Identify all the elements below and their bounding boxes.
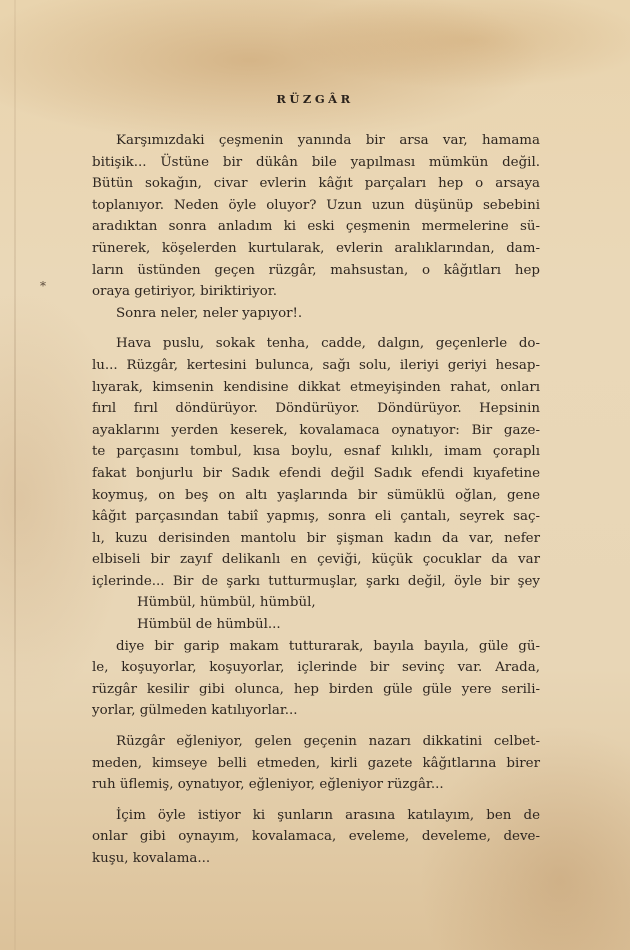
text-line: oraya getiriyor, biriktiriyor.: [92, 284, 277, 300]
text-line: fırıl fırıl döndürüyor. Döndürüyor. Döndürüyor. Hepsinin: [92, 401, 540, 417]
text-line: yorlar, gülmeden katılıyorlar...: [92, 703, 298, 719]
verse-line: Hümbül de hümbül...: [137, 617, 281, 633]
text-line: kuşu, kovalama...: [92, 851, 211, 866]
text-line: içlerinde... Bir de şarkı tutturmuşlar, şarkı değil, öyle bir şey: [92, 573, 540, 589]
paragraph: [92, 805, 540, 870]
text-line: Bütün sokağın, civar evlerin kâğıt parçaları hep o arsaya: [92, 176, 540, 192]
text-line: toplanıyor. Neden öyle oluyor? Uzun uzun düşünüp sebebini: [92, 197, 540, 213]
text-line: rünerek, köşelerden kurtularak, evlerin aralıklarından, dam-: [92, 240, 540, 256]
text-line: Hava puslu, sokak tenha, cadde, dalgın, geçenlerle do-: [116, 336, 540, 352]
text-line: onlar gibi oynayım, kovalamaca, eveleme, develeme, deve-: [92, 829, 540, 845]
text-line: meden, kimseye belli etmeden, kirli gazete kâğıtlarına birer: [92, 755, 540, 771]
margin-mark: *: [40, 279, 46, 293]
text-line: ruh üflemiş, oynatıyor, eğleniyor, eğleniyor rüzgâr...: [92, 777, 444, 793]
text-line: Karşımızdaki çeşmenin yanında bir arsa var, hamama: [116, 133, 540, 148]
text-line: rüzgâr kesilir gibi olunca, hep birden güle güle yere serili-: [92, 681, 540, 697]
text-line: koymuş, on beş on altı yaşlarında bir sümüklü oğlan, gene: [92, 487, 540, 503]
text-line: bitişik... Üstüne bir dükân bile yapılması mümkün değil.: [92, 154, 540, 170]
text-line: İçim öyle istiyor ki şunların arasına katılayım, ben de: [116, 807, 540, 823]
text-line: elbiseli bir zayıf delikanlı en çeviği, küçük çocuklar da var: [92, 552, 540, 568]
verse-block: [92, 592, 540, 635]
paragraph: [92, 731, 540, 796]
text-line: Rüzgâr eğleniyor, gelen geçenin nazarı dikkatini celbet-: [116, 734, 540, 750]
paragraph: [92, 130, 540, 303]
text-line: lıyarak, kimsenin kendisine dikkat etmeyişinden rahat, onları: [92, 379, 540, 395]
chapter-title: RÜZGÂR: [276, 92, 354, 106]
chapter-body: [92, 130, 540, 870]
paragraph: [92, 636, 540, 722]
paragraph: [92, 333, 540, 592]
text-line: lu... Rüzgâr, kertesini bulunca, sağı solu, ileriyi geriyi hesap-: [92, 357, 540, 373]
text-line: lı, kuzu derisinden mantolu bir şişman kadın da var, nefer: [92, 530, 540, 546]
text-line: kâğıt parçasından tabiî yapmış, sonra eli çantalı, seyrek saç-: [92, 509, 540, 525]
text-line: aradıktan sonra anladım ki eski çeşmenin mermelerine sü-: [92, 219, 540, 235]
verse-line: Hümbül, hümbül, hümbül,: [137, 595, 316, 611]
text-line: fakat bonjurlu bir Sadık efendi değil Sadık efendi kıyafetine: [92, 465, 540, 481]
text-line: Sonra neler, neler yapıyor!.: [116, 305, 303, 321]
text-line: le, koşuyorlar, koşuyorlar, içlerinde bir sevinç var. Arada,: [92, 660, 540, 676]
text-line: te parçasını tombul, kısa boylu, esnaf kılıklı, imam çoraplı: [92, 444, 540, 460]
text-line: diye bir garip makam tutturarak, bayıla bayıla, güle gü-: [116, 638, 540, 654]
paragraph: [92, 303, 540, 325]
text-line: ayaklarını yerden keserek, kovalamaca oynatıyor: Bir gaze-: [92, 422, 540, 438]
page-fold-shadow: [14, 0, 16, 950]
text-line: ların üstünden geçen rüzgâr, mahsustan, o kâğıtları hep: [92, 262, 540, 278]
